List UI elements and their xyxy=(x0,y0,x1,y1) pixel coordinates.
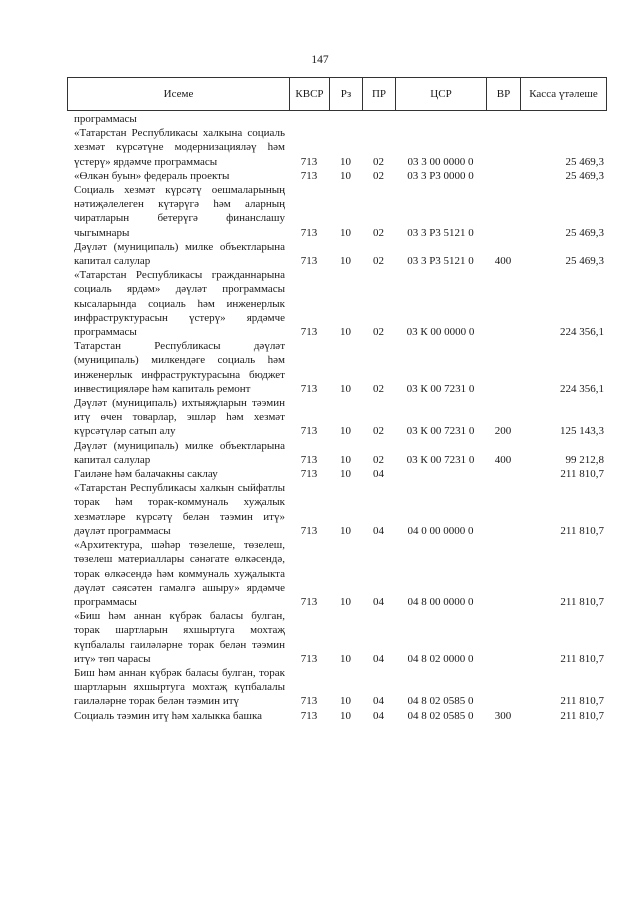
row-csr: 04 8 02 0585 0 xyxy=(407,709,474,722)
row-sum: 25 469,3 xyxy=(565,155,604,168)
row-sum: 211 810,7 xyxy=(560,595,604,608)
row-kvsr: 713 xyxy=(300,468,318,481)
row-rz: 10 xyxy=(340,709,351,722)
table-row xyxy=(74,169,604,183)
row-rz: 10 xyxy=(340,652,351,665)
row-csr: 03 К 00 7231 0 xyxy=(406,382,475,395)
table-row xyxy=(74,439,604,467)
row-vr: 400 xyxy=(494,255,512,268)
row-vr: 200 xyxy=(494,425,512,438)
row-rz: 10 xyxy=(340,524,351,537)
row-csr: 04 0 00 0000 0 xyxy=(407,524,474,537)
row-pr: 04 xyxy=(373,695,384,708)
row-csr: 03 3 Р3 0000 0 xyxy=(407,169,474,182)
row-pr: 02 xyxy=(373,169,384,182)
row-kvsr: 713 xyxy=(300,652,318,665)
row-pr: 02 xyxy=(373,255,384,268)
table-row xyxy=(74,481,604,538)
row-sum: 211 810,7 xyxy=(560,695,604,708)
row-name: Дәүләт (муниципаль) милке объектларына капитал салулар xyxy=(74,240,285,268)
row-name: Татарстан Республикасы дәүләт (муниципаль) милкендәге социаль һәм инженерлык инфраструктурасына бюджет инвестицияләре һәм капиталь ремонт xyxy=(74,340,285,395)
row-pr: 04 xyxy=(373,709,384,722)
row-name: «Татарстан Республикасы гражданнарына социаль ярдәм» дәүләт программасы кысаларында социаль һәм инженерлык инфраструктурасын үстерү» ярдәмче программасы xyxy=(74,269,285,339)
row-sum: 224 356,1 xyxy=(560,382,604,395)
row-rz: 10 xyxy=(340,226,351,239)
header-csr: ЦСР xyxy=(396,78,487,110)
row-kvsr: 713 xyxy=(300,169,318,182)
header-kvsr: КВСР xyxy=(290,78,330,110)
row-csr: 03 К 00 0000 0 xyxy=(406,326,475,339)
row-sum: 99 212,8 xyxy=(565,453,604,466)
row-kvsr: 713 xyxy=(300,382,318,395)
table-row xyxy=(74,467,604,481)
row-pr: 02 xyxy=(373,226,384,239)
row-rz: 10 xyxy=(340,695,351,708)
row-sum: 25 469,3 xyxy=(565,226,604,239)
row-kvsr: 713 xyxy=(300,255,318,268)
row-sum: 211 810,7 xyxy=(560,524,604,537)
row-sum: 125 143,3 xyxy=(560,425,604,438)
row-kvsr: 713 xyxy=(300,453,318,466)
row-kvsr: 713 xyxy=(300,709,318,722)
row-sum: 211 810,7 xyxy=(560,468,604,481)
row-kvsr: 713 xyxy=(300,155,318,168)
row-rz: 10 xyxy=(340,169,351,182)
table-row xyxy=(74,709,604,723)
row-csr: 03 3 Р3 5121 0 xyxy=(407,255,474,268)
row-kvsr: 713 xyxy=(300,425,318,438)
row-rz: 10 xyxy=(340,453,351,466)
row-rz: 10 xyxy=(340,155,351,168)
row-pr: 02 xyxy=(373,326,384,339)
row-csr: 04 8 00 0000 0 xyxy=(407,595,474,608)
row-sum: 224 356,1 xyxy=(560,326,604,339)
row-rz: 10 xyxy=(340,425,351,438)
row-csr: 03 К 00 7231 0 xyxy=(406,453,475,466)
row-kvsr: 713 xyxy=(300,695,318,708)
row-csr: 04 8 02 0000 0 xyxy=(407,652,474,665)
table-row xyxy=(74,609,604,666)
row-name: программасы xyxy=(74,113,137,125)
row-rz: 10 xyxy=(340,382,351,395)
row-name: Дәүләт (муниципаль) ихтыяҗларын тәэмин итү өчен товарлар, эшләр һәм хезмәт күрсәтүләр сатып алу xyxy=(74,397,285,438)
row-csr: 04 8 02 0585 0 xyxy=(407,695,474,708)
row-sum: 211 810,7 xyxy=(560,652,604,665)
row-pr: 04 xyxy=(373,652,384,665)
table-header xyxy=(67,77,607,111)
row-vr: 400 xyxy=(494,453,512,466)
row-pr: 02 xyxy=(373,453,384,466)
row-name: Социаль тәэмин итү һәм халыкка башка xyxy=(74,709,263,722)
row-vr: 300 xyxy=(494,709,512,722)
row-rz: 10 xyxy=(340,255,351,268)
row-name: Биш һәм аннан күбрәк баласы булган, торак шартларын яхшыртуга мохтаҗ күпбалалы гаиләләрне торак белән тәэмин итү xyxy=(74,666,285,708)
row-kvsr: 713 xyxy=(300,595,318,608)
row-name: «Татарстан Республикасы халкын сыйфатлы торак һәм торак-коммуналь хуҗалык хезмәтләре күрсәтү белән тәэмин итү» дәүләт программасы xyxy=(74,482,285,537)
row-pr: 02 xyxy=(373,382,384,395)
row-sum: 25 469,3 xyxy=(565,169,604,182)
table-row xyxy=(74,126,604,169)
row-pr: 04 xyxy=(373,468,384,481)
table-row xyxy=(74,183,604,240)
row-rz: 10 xyxy=(340,468,351,481)
row-csr: 03 К 00 7231 0 xyxy=(406,425,475,438)
row-name: Гаиләне һәм балачакны саклау xyxy=(74,468,218,481)
table-row xyxy=(74,112,604,126)
row-pr: 04 xyxy=(373,595,384,608)
row-pr: 02 xyxy=(373,425,384,438)
row-pr: 02 xyxy=(373,155,384,168)
row-name: «Өлкән буын» федераль проекты xyxy=(74,169,230,182)
row-name: «Архитектура, шәһәр төзелеше, төзелеш, төзелеш материаллары сәнәгате өлкәсендә, торак өлкәсендә һәм коммуналь хуҗалыкта дәүләт сәясәтен гамәлгә ашыру» ярдәмче программасы xyxy=(74,539,285,608)
row-csr: 03 3 Р3 5121 0 xyxy=(407,226,474,239)
row-name: «Татарстан Республикасы халкына социаль хезмәт күрсәтүне модернизацияләү һәм үстерү» ярдәмче программасы xyxy=(74,127,285,168)
table-row xyxy=(74,538,604,609)
row-kvsr: 713 xyxy=(300,326,318,339)
row-name: Дәүләт (муниципаль) милке объектларына капитал салулар xyxy=(74,439,285,466)
row-sum: 211 810,7 xyxy=(560,709,604,722)
row-name: «Биш һәм аннан күбрәк баласы булган, торак шартларын яхшыртуга мохтаҗ күпбалалы гаиләләрне торак белән тәэмин итү» төп чарасы xyxy=(74,610,285,665)
row-rz: 10 xyxy=(340,595,351,608)
table-row xyxy=(74,666,604,709)
table-row xyxy=(74,268,604,339)
row-kvsr: 713 xyxy=(300,524,318,537)
table-body xyxy=(74,112,604,723)
row-kvsr: 713 xyxy=(300,226,318,239)
header-name: Исеме xyxy=(68,78,290,110)
row-sum: 25 469,3 xyxy=(565,255,604,268)
row-rz: 10 xyxy=(340,326,351,339)
header-kassa: Касса үтәлеше xyxy=(529,88,598,100)
table-row xyxy=(74,339,604,396)
table-row xyxy=(74,396,604,439)
header-vr: ВР xyxy=(487,78,521,110)
row-pr: 04 xyxy=(373,524,384,537)
row-name: Социаль хезмәт күрсәтү оешмаларының нәтиҗәлелеген күтәрүгә һәм аларның чиратларын бетерүгә финанслашу чыгымнары xyxy=(74,184,285,239)
table-row xyxy=(74,240,604,268)
page-number: 147 xyxy=(311,54,329,66)
row-csr: 03 3 00 0000 0 xyxy=(407,155,474,168)
header-rz: Рз xyxy=(330,78,363,110)
header-pr: ПР xyxy=(363,78,396,110)
